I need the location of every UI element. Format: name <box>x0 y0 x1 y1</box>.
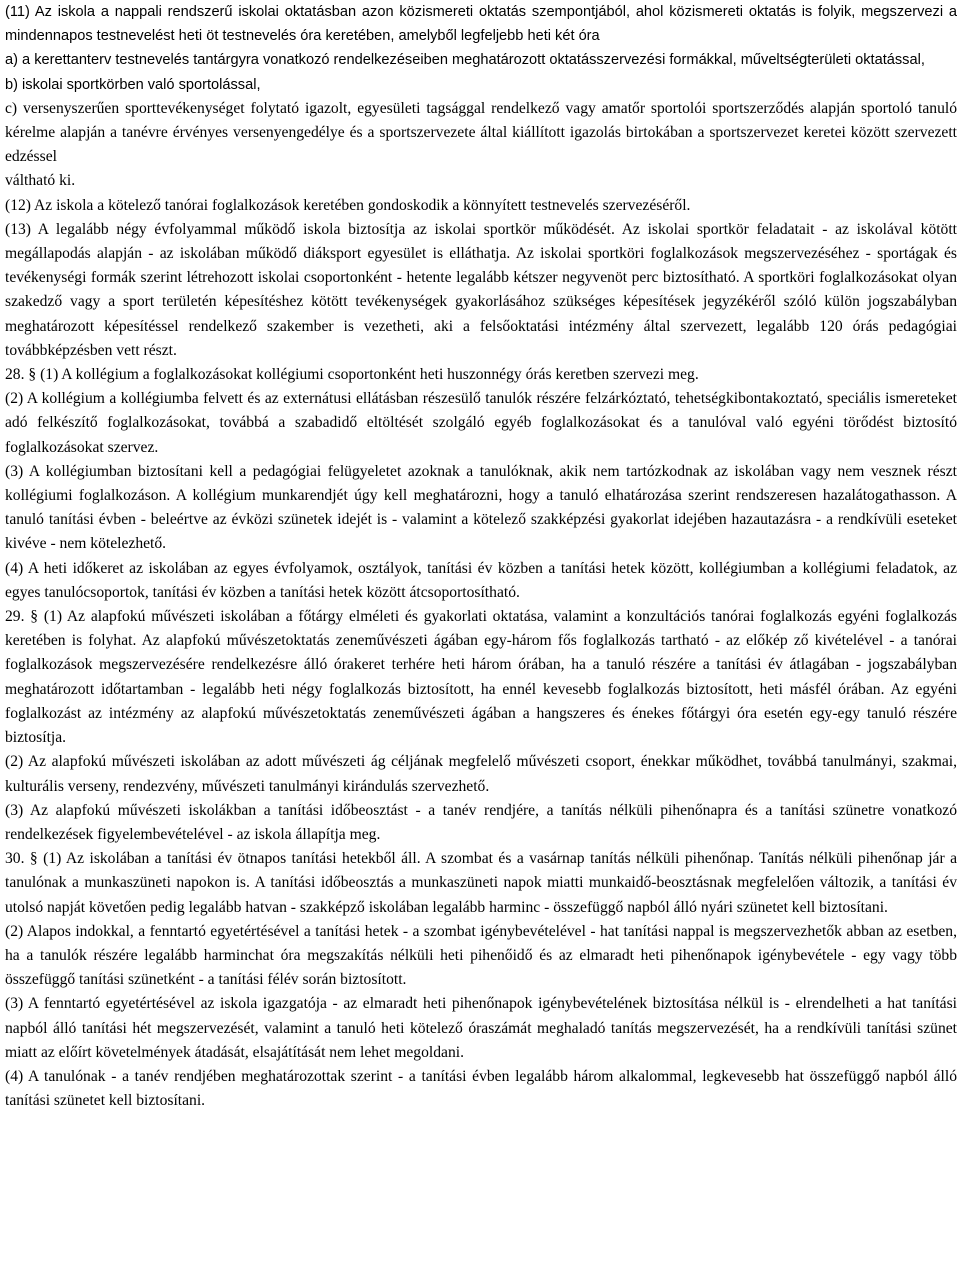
paragraph-12: (12) Az iskola a kötelező tanórai foglalkozások keretében gondoskodik a könnyített testnevelés szervezéséről. <box>5 196 691 214</box>
section-30-1: 30. § (1) Az iskolában a tanítási év ötnapos tanítási hetekből áll. A szombat és a vasárnap tanítás nélküli pihenőnap. Tanítás nélküli pihenőnap jár a tanulónak a munkaszüneti napokon is. A tanítási időbeosztás a munkaszüneti napok miatti munkaidő-beosztásnak megfelelően változik, a tanítási év utolsó napját követően pedig legalább hatvan - szakképző iskolában legalább harminc - összefüggő napból álló nyári szünetet kell biztosítani. <box>5 850 957 916</box>
section-28-2: (2) A kollégium a kollégiumba felvett és az externátusi ellátásban részesülő tanulók részére felzárkóztató, tehetségkibontakoztató, speciális ismereteket adó felkészítő foglalkozásokat, továbbá a szabadidő eltöltését szolgáló egyéb foglalkozásokat és a tanulóval való egyéni törődést biztosító foglalkozásokat szervez. <box>5 390 957 456</box>
section-30-3: (3) A fenntartó egyetértésével az iskola igazgatója - az elmaradt heti pihenőnapok igénybevételének biztosítása nélkül is - elrendelheti a hat tanítási napból álló tanítási hét megszervezését, valamint a tanuló heti kötelező óraszámát meghaladó tanítás megszervezését, ha a rendkívüli tanítási szünet miatt az előírt követelmények átadását, elsajátítását nem lehet megoldani. <box>5 995 957 1061</box>
item-a: a) a kerettanterv testnevelés tantárgyra vonatkozó rendelkezéseiben meghatározott oktatásszervezési formákkal, műveltségterületi oktatással, <box>5 52 925 69</box>
section-29-1: 29. § (1) Az alapfokú művészeti iskolában a főtárgy elméleti és gyakorlati oktatása, valamint a konzultációs tanórai foglalkozás egyéni foglalkozás keretében is folyhat. Az alapfokú művészetoktatás zeneművészeti ágában egy-három fős foglalkozás tartható - az előkép ző kivételével - a tanórai foglalkozások megszervezésére rendelkezésre álló órakeret terhére heti három órában, ha a tanuló részére a tanítási év átlagában - jogszabályban meghatározott időtartamban - legalább heti négy foglalkozás biztosított, ha ennél kevesebb foglalkozás biztosított, heti másfél órában. Az egyéni foglalkozást az intézmény az alapfokú művészetoktatás zeneművészeti ágában a hangszeres és énekes főtárgyi óra esetén egy-egy tanuló részére biztosítja. <box>5 608 957 747</box>
document-page <box>5 0 957 1113</box>
section-29-2: (2) Az alapfokú művészeti iskolában az adott művészeti ág céljának megfelelő művészeti csoport, énekkar működhet, továbbá tanulmányi, szakmai, kulturális verseny, rendezvény, művészeti tanulmányi kirándulás szervezhető. <box>5 753 957 795</box>
section-28-4: (4) A heti időkeret az iskolában az egyes évfolyamok, osztályok, tanítási év közben a tanítási hetek között, kollégiumban a kollégiumi feladatok, az egyes tanulócsoportok, tanítási év közben a tanítási hetek között átcsoportosítható. <box>5 559 957 601</box>
section-28-1: 28. § (1) A kollégium a foglalkozásokat kollégiumi csoportonként heti huszonnégy órás keretben szervezi meg. <box>5 366 699 384</box>
paragraph-11: (11) Az iskola a nappali rendszerű iskolai oktatásban azon közismereti oktatás szempontjából, ahol közismereti oktatás is folyik, megszervezi a mindennapos testnevelést heti öt testnevelés óra keretében, amelyből legfeljebb heti két óra <box>5 4 957 45</box>
item-c-end: váltható ki. <box>5 172 76 190</box>
section-30-4: (4) A tanulónak - a tanév rendjében meghatározottak szerint - a tanítási évben legalább három alkalommal, legkevesebb hat összefüggő napból álló tanítási szünetet kell biztosítani. <box>5 1067 957 1110</box>
section-30-2: (2) Alapos indokkal, a fenntartó egyetértésével a tanítási hetek - a szombat igénybevételével - hat tanítási nappal is megszervezhetők abban az esetben, ha a tanulók részére legalább harminchat óra megszakítás nélküli heti pihenőidő és az elmaradt heti pihenőnapok igénybevétele - egy vagy több összefüggő tanítási szünetként - a tanítási félév során biztosított. <box>5 922 957 989</box>
paragraph-13: (13) A legalább négy évfolyammal működő iskola biztosítja az iskolai sportkör működését. Az iskolai sportkör feladatait - az iskolával kötött megállapodás alapján - az iskolában működő diáksport egyesület is elláthatja. Az iskolai sportköri foglalkozások megszervezéséhez - sportágak és tevékenységi formák szerint létrehozott iskolai csoportonként - hetente legalább kétszer negyvenöt perc biztosítható. A sportköri foglalkozásokat olyan szakedző vagy a sport területén képesítéshez kötött tevékenységek gyakorlásához szükséges képesítések jegyzékéről szóló külön jogszabályban meghatározott képesítéssel rendelkező szakember is vezetheti, aki a felsőoktatási intézmény által szervezett, legalább 120 órás pedagógiai továbbképzésben vett részt. <box>5 220 957 359</box>
section-29-3: (3) Az alapfokú művészeti iskolákban a tanítási időbeosztást - a tanév rendjére, a tanítás nélküli pihenőnapra és a tanítási szünetre vonatkozó rendelkezések figyelembevételével - az iskola állapítja meg. <box>5 801 957 843</box>
section-28-3: (3) A kollégiumban biztosítani kell a pedagógiai felügyeletet azoknak a tanulóknak, akik nem tartózkodnak az iskolában vagy nem vesznek részt kollégiumi foglalkozáson. A kollégium munkarendjét úgy kell meghatározni, hogy a tanuló elhatározása szerint rendszeresen hazalátogathasson. A tanuló tanítási évben - beleértve az évközi szünetek idejét is - valamint a kötelező szakképzési gyakorlat idejében hazautazásra - a rendkívüli eseteket kivéve - nem kötelezhető. <box>5 462 957 553</box>
item-b: b) iskolai sportkörben való sportolással, <box>5 76 261 93</box>
item-c: c) versenyszerűen sporttevékenységet folytató igazolt, egyesületi tagsággal rendelkező vagy amatőr sportolói sportszerződés alapján sportoló tanuló kérelme alapján a tanévre érvényes versenyengedélye és a sportszervezete által kiállított igazolás birtokában a sportszervezet keretei között szervezett edzéssel <box>5 99 957 166</box>
